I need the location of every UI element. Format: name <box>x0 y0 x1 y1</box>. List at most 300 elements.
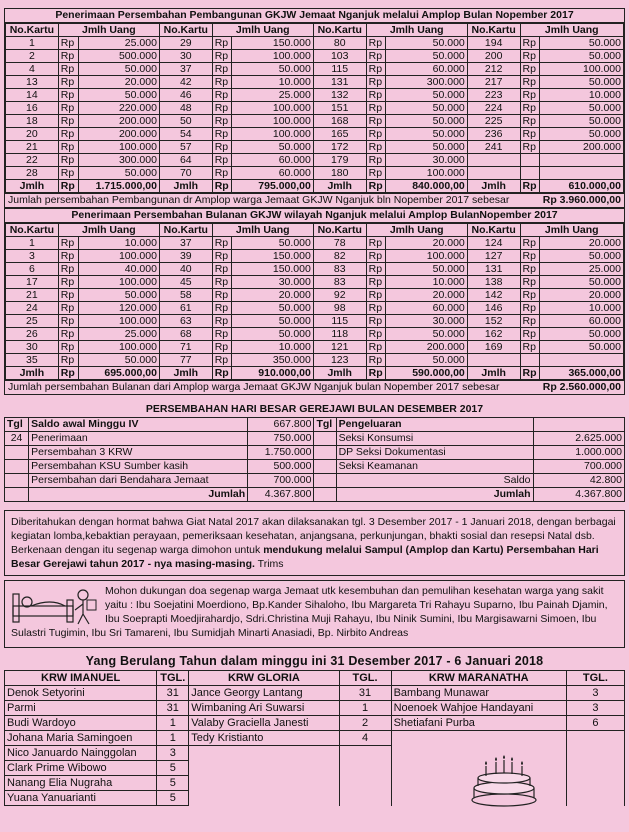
hb-expense-value: 1.000.000 <box>533 446 625 460</box>
bulanan-amount: 50.000 <box>386 328 467 341</box>
pembangunan-header-card: No.Kartu <box>159 24 212 37</box>
bulanan-total-row <box>6 367 624 380</box>
hari-besar-row <box>5 446 625 460</box>
pembangunan-currency: Rp <box>58 141 78 154</box>
pembangunan-total-currency: Rp <box>520 180 540 193</box>
bulanan-amount: 200.000 <box>386 341 467 354</box>
bulanan-card-no: 115 <box>313 315 366 328</box>
bulanan-amount: 50.000 <box>540 276 624 289</box>
pembangunan-currency: Rp <box>212 50 232 63</box>
birthday-name <box>189 791 339 806</box>
pembangunan-currency: Rp <box>58 63 78 76</box>
pembangunan-amount <box>540 167 624 180</box>
pembangunan-row <box>6 76 624 89</box>
pembangunan-card-no: 241 <box>467 141 520 154</box>
pembangunan-currency: Rp <box>520 76 540 89</box>
hb-expense-value: 700.000 <box>533 460 625 474</box>
pembangunan-amount: 150.000 <box>232 37 313 50</box>
pembangunan-amount: 220.000 <box>78 102 159 115</box>
bulanan-currency: Rp <box>212 302 232 315</box>
hb-expense-label: Seksi Konsumsi <box>336 432 533 446</box>
pembangunan-currency: Rp <box>212 128 232 141</box>
birthday-date: 3 <box>157 746 189 761</box>
hb-tgl-right <box>314 446 336 460</box>
hari-besar-row <box>5 460 625 474</box>
pembangunan-currency: Rp <box>366 50 386 63</box>
birthday-date <box>566 776 624 791</box>
krw-header: KRW GLORIA <box>189 671 339 686</box>
pembangunan-card-no: 21 <box>6 141 59 154</box>
hb-tgl-header: Tgl <box>5 418 29 432</box>
pembangunan-card-no: 54 <box>159 128 212 141</box>
bulanan-amount: 30.000 <box>386 315 467 328</box>
bulanan-card-no: 68 <box>159 328 212 341</box>
hb-expense-label: DP Seksi Dokumentasi <box>336 446 533 460</box>
bulanan-header-amount: Jmlh Uang <box>58 224 159 237</box>
pembangunan-header-card: No.Kartu <box>313 24 366 37</box>
pembangunan-currency: Rp <box>212 89 232 102</box>
birthday-name: Denok Setyorini <box>5 686 157 701</box>
birthday-name: Nico Januardo Nainggolan <box>5 746 157 761</box>
bulanan-card-no: 17 <box>6 276 59 289</box>
birthday-row <box>5 716 625 731</box>
hb-empty <box>314 488 336 502</box>
bulanan-header-amount: Jmlh Uang <box>366 224 467 237</box>
pembangunan-row <box>6 128 624 141</box>
pembangunan-card-no <box>467 154 520 167</box>
pembangunan-currency: Rp <box>58 115 78 128</box>
bulanan-card-no: 26 <box>6 328 59 341</box>
hb-income-value: 1.750.000 <box>248 446 314 460</box>
hb-income-label: Penerimaan <box>29 432 248 446</box>
hb-expense-label: Saldo <box>336 474 533 488</box>
pembangunan-amount: 20.000 <box>78 76 159 89</box>
bulanan-total-currency: Rp <box>212 367 232 380</box>
tgl-header: TGL. <box>157 671 189 686</box>
bulanan-row <box>6 354 624 367</box>
bulanan-currency: Rp <box>58 276 78 289</box>
bulanan-amount: 50.000 <box>78 289 159 302</box>
pembangunan-total-row <box>6 180 624 193</box>
pembangunan-summary <box>4 194 625 208</box>
bulanan-total-currency: Rp <box>366 367 386 380</box>
hb-income-value: 750.000 <box>248 432 314 446</box>
pembangunan-currency: Rp <box>58 128 78 141</box>
bulanan-total-value: 365.000,00 <box>540 367 624 380</box>
pembangunan-currency: Rp <box>58 50 78 63</box>
bulanan-currency: Rp <box>520 341 540 354</box>
birthday-date <box>566 761 624 776</box>
bulanan-title: Penerimaan Persembahan Bulanan GKJW wilayah Nganjuk melalui Amplop BulanNopember 2017 <box>5 209 624 223</box>
pembangunan-summary-value: Rp 3.960.000,00 <box>542 194 621 206</box>
hb-expense-value: 42.800 <box>533 474 625 488</box>
pembangunan-card-no: 165 <box>313 128 366 141</box>
pembangunan-amount: 100.000 <box>540 63 624 76</box>
bulanan-currency: Rp <box>520 328 540 341</box>
bulanan-card-no: 92 <box>313 289 366 302</box>
bulanan-total-value: 590.000,00 <box>386 367 467 380</box>
bulanan-amount: 50.000 <box>386 354 467 367</box>
bulanan-currency: Rp <box>212 237 232 250</box>
bulanan-row <box>6 341 624 354</box>
bulanan-currency: Rp <box>58 237 78 250</box>
bulanan-currency: Rp <box>520 302 540 315</box>
pembangunan-currency: Rp <box>520 37 540 50</box>
bulanan-card-no: 169 <box>467 341 520 354</box>
bulanan-amount: 100.000 <box>78 276 159 289</box>
pembangunan-amount: 50.000 <box>386 102 467 115</box>
hari-besar-header-row <box>5 418 625 432</box>
pembangunan-card-no <box>467 167 520 180</box>
hb-income-label: Persembahan KSU Sumber kasih <box>29 460 248 474</box>
krw-header: KRW MARANATHA <box>391 671 566 686</box>
pembangunan-card-no: 212 <box>467 63 520 76</box>
bulanan-card-no: 63 <box>159 315 212 328</box>
pembangunan-amount: 50.000 <box>540 115 624 128</box>
birthday-date: 4 <box>339 731 391 746</box>
pembangunan-row <box>6 50 624 63</box>
bulanan-currency: Rp <box>212 250 232 263</box>
pembangunan-amount: 300.000 <box>78 154 159 167</box>
pembangunan-amount: 100.000 <box>232 50 313 63</box>
pembangunan-card-no: 14 <box>6 89 59 102</box>
bulanan-currency: Rp <box>366 328 386 341</box>
pembangunan-total-label: Jmlh <box>313 180 366 193</box>
birthday-date: 1 <box>339 701 391 716</box>
bulanan-currency: Rp <box>366 302 386 315</box>
pembangunan-currency: Rp <box>212 76 232 89</box>
bulletin-page <box>4 8 625 806</box>
birthday-row <box>5 731 625 746</box>
bulanan-currency: Rp <box>366 289 386 302</box>
pembangunan-amount: 50.000 <box>232 141 313 154</box>
pembangunan-card-no: 225 <box>467 115 520 128</box>
pembangunan-card-no: 151 <box>313 102 366 115</box>
hari-besar-row <box>5 474 625 488</box>
pembangunan-amount: 50.000 <box>386 50 467 63</box>
bulanan-amount: 100.000 <box>78 341 159 354</box>
birthday-name: Clark Prime Wibowo <box>5 761 157 776</box>
birthday-date <box>566 791 624 806</box>
bulanan-card-no: 162 <box>467 328 520 341</box>
pembangunan-amount: 300.000 <box>386 76 467 89</box>
hb-tgl <box>5 460 29 474</box>
bulanan-header-card: No.Kartu <box>467 224 520 237</box>
pembangunan-card-no: 13 <box>6 76 59 89</box>
pembangunan-card-no: 172 <box>313 141 366 154</box>
pembangunan-amount: 200.000 <box>78 128 159 141</box>
bulanan-card-no: 127 <box>467 250 520 263</box>
pembangunan-amount: 10.000 <box>232 76 313 89</box>
pembangunan-amount: 30.000 <box>386 154 467 167</box>
pembangunan-card-no: 28 <box>6 167 59 180</box>
pembangunan-row <box>6 63 624 76</box>
bulanan-currency: Rp <box>212 315 232 328</box>
pembangunan-currency <box>520 154 540 167</box>
pembangunan-card-no: 22 <box>6 154 59 167</box>
bulanan-card-no: 142 <box>467 289 520 302</box>
pembangunan-card-no: 236 <box>467 128 520 141</box>
bulanan-row <box>6 276 624 289</box>
pembangunan-currency: Rp <box>520 63 540 76</box>
pembangunan-total-label: Jmlh <box>6 180 59 193</box>
bulanan-card-no: 78 <box>313 237 366 250</box>
pembangunan-amount: 50.000 <box>78 89 159 102</box>
bulanan-amount: 60.000 <box>386 302 467 315</box>
bulanan-amount: 40.000 <box>78 263 159 276</box>
bulanan-header-amount: Jmlh Uang <box>212 224 313 237</box>
bulanan-amount: 20.000 <box>232 289 313 302</box>
birthday-name: Nanang Elia Nugraha <box>5 776 157 791</box>
pembangunan-amount: 50.000 <box>540 128 624 141</box>
bulanan-card-no: 124 <box>467 237 520 250</box>
hari-besar-row <box>5 432 625 446</box>
pembangunan-currency: Rp <box>212 167 232 180</box>
pembangunan-currency: Rp <box>366 154 386 167</box>
birthday-name <box>189 746 339 761</box>
bulanan-row <box>6 302 624 315</box>
prayer-box <box>4 580 625 648</box>
birthday-date: 1 <box>157 731 189 746</box>
pembangunan-card-no: 1 <box>6 37 59 50</box>
pembangunan-total-label: Jmlh <box>467 180 520 193</box>
pembangunan-currency: Rp <box>366 167 386 180</box>
bulanan-currency: Rp <box>366 250 386 263</box>
pembangunan-currency: Rp <box>366 141 386 154</box>
pembangunan-amount: 50.000 <box>232 63 313 76</box>
birthday-name: Tedy Kristianto <box>189 731 339 746</box>
bulanan-row <box>6 315 624 328</box>
bulanan-currency: Rp <box>58 341 78 354</box>
birthday-date <box>339 746 391 761</box>
bulanan-card-no: 40 <box>159 263 212 276</box>
bulanan-header-card: No.Kartu <box>313 224 366 237</box>
pembangunan-card-no: 194 <box>467 37 520 50</box>
pembangunan-currency: Rp <box>58 167 78 180</box>
pembangunan-row <box>6 89 624 102</box>
pembangunan-amount: 100.000 <box>232 115 313 128</box>
pembangunan-currency: Rp <box>58 76 78 89</box>
pembangunan-currency: Rp <box>58 154 78 167</box>
birthday-date <box>339 776 391 791</box>
bulanan-currency: Rp <box>58 250 78 263</box>
bulanan-card-no: 131 <box>467 263 520 276</box>
hb-tgl-right <box>314 432 336 446</box>
pembangunan-summary-text: Jumlah persembahan Pembangunan dr Amplop warga Jemaat GKJW Nganjuk bln Nopember 2017 sebesar <box>8 194 510 206</box>
bulanan-amount: 10.000 <box>232 341 313 354</box>
bulanan-amount: 150.000 <box>232 263 313 276</box>
birthday-title: Yang Berulang Tahun dalam minggu ini 31 Desember 2017 - 6 Januari 2018 <box>85 654 544 668</box>
birthday-date: 31 <box>157 686 189 701</box>
pembangunan-card-no: 132 <box>313 89 366 102</box>
pembangunan-card-no: 179 <box>313 154 366 167</box>
bulanan-card-no: 30 <box>6 341 59 354</box>
bulanan-amount: 350.000 <box>232 354 313 367</box>
birthday-date <box>566 731 624 746</box>
bulanan-currency: Rp <box>520 276 540 289</box>
bulanan-card-no: 83 <box>313 276 366 289</box>
pembangunan-amount: 50.000 <box>78 63 159 76</box>
bulanan-amount: 50.000 <box>540 341 624 354</box>
pembangunan-card-no: 2 <box>6 50 59 63</box>
bulanan-card-no: 82 <box>313 250 366 263</box>
hb-income-label: Persembahan dari Bendahara Jemaat <box>29 474 248 488</box>
bulanan-currency: Rp <box>58 354 78 367</box>
pembangunan-amount: 60.000 <box>386 63 467 76</box>
pembangunan-currency: Rp <box>520 115 540 128</box>
birthday-date: 31 <box>339 686 391 701</box>
pembangunan-total-value: 1.715.000,00 <box>78 180 159 193</box>
pembangunan-total-currency: Rp <box>212 180 232 193</box>
bulanan-amount: 30.000 <box>232 276 313 289</box>
pembangunan-card-no: 57 <box>159 141 212 154</box>
bulanan-currency: Rp <box>212 328 232 341</box>
bulanan-card-no: 39 <box>159 250 212 263</box>
bulanan-currency: Rp <box>212 341 232 354</box>
hb-empty <box>533 418 625 432</box>
prayer-text: Mohon dukungan doa segenap warga Jemaat utk kesembuhan dan pemulihan kesehatan warga yang sakit yaitu : Ibu Soejatini Moerdiono, Bp.Kander Sihaloho, Ibu Margareta Tri Rahayu Suparno, Ibu Painah Djamin, Ibu Soeprapti Moedjirahardjo, Sdri.Christina Muji Rahayu, Ibu Ninik Sumini, Ibu Margisawarni Simoen, Ibu Sulastri Tugimin, Ibu Sri Tamareni, Ibu Sumidjah Minarti Anasiadi, Bp. Nirbito Andreas <box>11 585 608 639</box>
pembangunan-total-currency: Rp <box>58 180 78 193</box>
pembangunan-row <box>6 167 624 180</box>
bulanan-total-label: Jmlh <box>467 367 520 380</box>
bulanan-card-no: 71 <box>159 341 212 354</box>
pembangunan-amount: 50.000 <box>540 102 624 115</box>
hb-tgl-right <box>314 460 336 474</box>
bulanan-card-no: 123 <box>313 354 366 367</box>
birthday-date: 5 <box>157 776 189 791</box>
pembangunan-card-no: 80 <box>313 37 366 50</box>
pembangunan-card-no: 29 <box>159 37 212 50</box>
pembangunan-currency: Rp <box>366 37 386 50</box>
birthday-name: Wimbaning Ari Suwarsi <box>189 701 339 716</box>
pembangunan-currency: Rp <box>520 141 540 154</box>
bulanan-currency: Rp <box>520 263 540 276</box>
birthday-date: 5 <box>157 761 189 776</box>
pembangunan-amount: 60.000 <box>232 154 313 167</box>
pembangunan-card-no: 64 <box>159 154 212 167</box>
bulanan-row <box>6 289 624 302</box>
bulanan-amount: 25.000 <box>540 263 624 276</box>
announcement-box <box>4 510 625 576</box>
bulanan-total-currency: Rp <box>58 367 78 380</box>
bulanan-header-amount: Jmlh Uang <box>520 224 623 237</box>
bulanan-card-no: 35 <box>6 354 59 367</box>
pembangunan-amount: 100.000 <box>232 128 313 141</box>
birthday-date: 5 <box>157 791 189 806</box>
bulanan-amount: 60.000 <box>540 315 624 328</box>
pembangunan-header-card: No.Kartu <box>467 24 520 37</box>
birthday-date: 31 <box>157 701 189 716</box>
pembangunan-currency: Rp <box>212 63 232 76</box>
pembangunan-currency: Rp <box>520 89 540 102</box>
pembangunan-amount: 25.000 <box>78 37 159 50</box>
pembangunan-card-no: 168 <box>313 115 366 128</box>
pembangunan-row <box>6 37 624 50</box>
birthday-name: Johana Maria Samingoen <box>5 731 157 746</box>
announcement-paragraph <box>11 515 618 571</box>
bulanan-currency: Rp <box>58 263 78 276</box>
pembangunan-currency: Rp <box>366 63 386 76</box>
hb-expense-label: Seksi Keamanan <box>336 460 533 474</box>
birthday-date: 3 <box>566 686 624 701</box>
pembangunan-amount: 50.000 <box>386 37 467 50</box>
pembangunan-header-amount: Jmlh Uang <box>520 24 623 37</box>
pembangunan-currency: Rp <box>366 128 386 141</box>
bulanan-currency: Rp <box>366 263 386 276</box>
hb-tgl <box>5 446 29 460</box>
announcement-bold-text: mendukung melalui Sampul (Amplop dan Kartu) Persembahan Hari Besar Gerejawi tahun 2017 - nya masing-masing. <box>11 544 599 570</box>
bulanan-currency: Rp <box>366 276 386 289</box>
birthday-name <box>189 761 339 776</box>
pembangunan-card-no: 20 <box>6 128 59 141</box>
bulanan-amount: 50.000 <box>78 354 159 367</box>
pembangunan-amount: 50.000 <box>386 89 467 102</box>
hb-saldo-awal-label: Saldo awal Minggu IV <box>29 418 248 432</box>
pembangunan-currency: Rp <box>212 141 232 154</box>
bulanan-card-no: 152 <box>467 315 520 328</box>
bulanan-summary-text: Jumlah persembahan Bulanan dari Amplop warga Jemaat GKJW Nganjuk bulan Nopember 2017 sebesar <box>8 381 500 393</box>
bulanan-card-no: 138 <box>467 276 520 289</box>
hari-besar-title: PERSEMBAHAN HARI BESAR GEREJAWI BULAN DESEMBER 2017 <box>145 403 484 415</box>
pembangunan-amount: 50.000 <box>540 50 624 63</box>
hb-income-value: 700.000 <box>248 474 314 488</box>
pembangunan-currency: Rp <box>212 154 232 167</box>
pembangunan-amount: 100.000 <box>78 141 159 154</box>
hb-right-total: 4.367.800 <box>533 488 625 502</box>
hb-tgl <box>5 474 29 488</box>
pembangunan-currency: Rp <box>58 37 78 50</box>
hb-pengeluaran-header: Pengeluaran <box>336 418 533 432</box>
bulanan-total-label: Jmlh <box>159 367 212 380</box>
bulanan-amount: 100.000 <box>386 250 467 263</box>
pembangunan-amount: 200.000 <box>540 141 624 154</box>
bulanan-amount: 100.000 <box>78 250 159 263</box>
birthday-row <box>5 701 625 716</box>
bulanan-amount: 50.000 <box>386 263 467 276</box>
birthday-name <box>391 731 566 746</box>
pembangunan-card-no: 115 <box>313 63 366 76</box>
pembangunan-total-label: Jmlh <box>159 180 212 193</box>
bulanan-amount: 10.000 <box>540 302 624 315</box>
bulanan-currency <box>520 354 540 367</box>
pembangunan-currency: Rp <box>58 102 78 115</box>
bulanan-amount: 50.000 <box>540 328 624 341</box>
bulanan-currency: Rp <box>58 302 78 315</box>
bulanan-header-card: No.Kartu <box>159 224 212 237</box>
bulanan-card-no: 118 <box>313 328 366 341</box>
pembangunan-header-card: No.Kartu <box>6 24 59 37</box>
birthday-date <box>339 791 391 806</box>
krw-header: KRW IMANUEL <box>5 671 157 686</box>
bulanan-total-label: Jmlh <box>6 367 59 380</box>
tgl-header: TGL. <box>339 671 391 686</box>
pembangunan-amount: 10.000 <box>540 89 624 102</box>
pembangunan-currency: Rp <box>520 50 540 63</box>
pembangunan-currency: Rp <box>520 128 540 141</box>
hb-tgl: 24 <box>5 432 29 446</box>
bulanan-currency: Rp <box>58 289 78 302</box>
bulanan-currency: Rp <box>366 354 386 367</box>
pembangunan-amount <box>540 154 624 167</box>
pembangunan-amount: 50.000 <box>386 128 467 141</box>
bulanan-total-value: 695.000,00 <box>78 367 159 380</box>
pembangunan-currency: Rp <box>58 89 78 102</box>
bulanan-amount: 20.000 <box>386 289 467 302</box>
bulanan-currency: Rp <box>212 354 232 367</box>
pembangunan-total-value: 840.000,00 <box>386 180 467 193</box>
birthday-cake-icon <box>464 748 544 808</box>
bulanan-currency: Rp <box>520 289 540 302</box>
